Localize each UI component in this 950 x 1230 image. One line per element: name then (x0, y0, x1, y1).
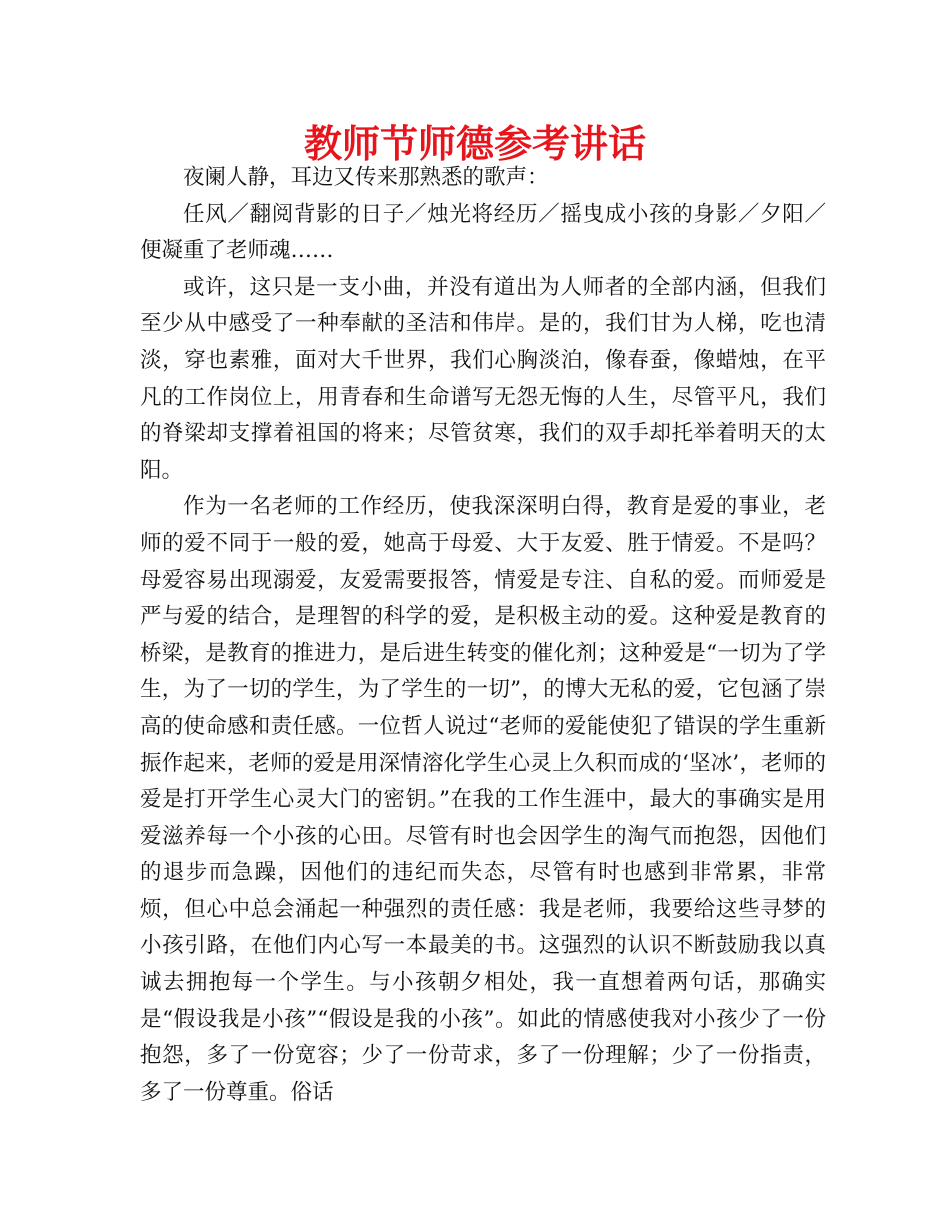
paragraph-2: 任风／翻阅背影的日子／烛光将经历／摇曳成小孩的身影／夕阳／便凝重了老师魂…… (140, 201, 826, 264)
paragraph-4: 作为一名老师的工作经历，使我深深明白得，教育是爱的事业，老师的爱不同于一般的爱，她高于母爱、大于友爱、胜于情爱。不是吗？母爱容易出现溺爱，友爱需要报答，情爱是专注、自私的爱。而师爱是严与爱的结合，是理智的科学的爱，是积极主动的爱。这种爱是教育的桥梁，是教育的推进力，是后进生转变的催化剂；这种爱是“一切为了学生，为了一切的学生，为了学生的一切”，的博大无私的爱，它包涵了崇高的使命感和责任感。一位哲人说过“老师的爱能使犯了错误的学生重新振作起来，老师的爱是用深情溶化学生心灵上久积而成的‘坚冰’，老师的爱是打开学生心灵大门的密钥。”在我的工作生涯中，最大的事确实是用爱滋养每一个小孩的心田。尽管有时也会因学生的淘气而抱怨，因他们的退步而急躁，因他们的违纪而失态，尽管有时也感到非常累，非常烦，但心中总会涌起一种强烈的责任感：我是老师，我要给这些寻梦的小孩引路，在他们内心写一本最美的书。这强烈的认识不断鼓励我以真诚去拥抱每一个学生。与小孩朝夕相处，我一直想着两句话，那确实是“假设我是小孩”“假设是我的小孩”。如此的情感使我对小孩少了一份抱怨，多了一份宽容；少了一份苛求，多了一份理解；少了一份指责，多了一份尊重。俗话 (140, 494, 826, 1105)
document-body (140, 160, 826, 1111)
document-title: 教师节师德参考讲话 (303, 122, 646, 166)
paragraph-3: 或许，这只是一支小曲，并没有道出为人师者的全部内涵，但我们至少从中感受了一种奉献的圣洁和伟岸。是的，我们甘为人梯，吃也清淡，穿也素雅，面对大千世界，我们心胸淡泊，像春蚕，像蜡烛，在平凡的工作岗位上，用青春和生命谱写无怨无悔的人生，尽管平凡，我们的脊梁却支撑着祖国的将来；尽管贫寒，我们的双手却托举着明天的太阳。 (140, 274, 826, 483)
paragraph-1: 夜阑人静，耳边又传来那熟悉的歌声： (183, 165, 549, 190)
